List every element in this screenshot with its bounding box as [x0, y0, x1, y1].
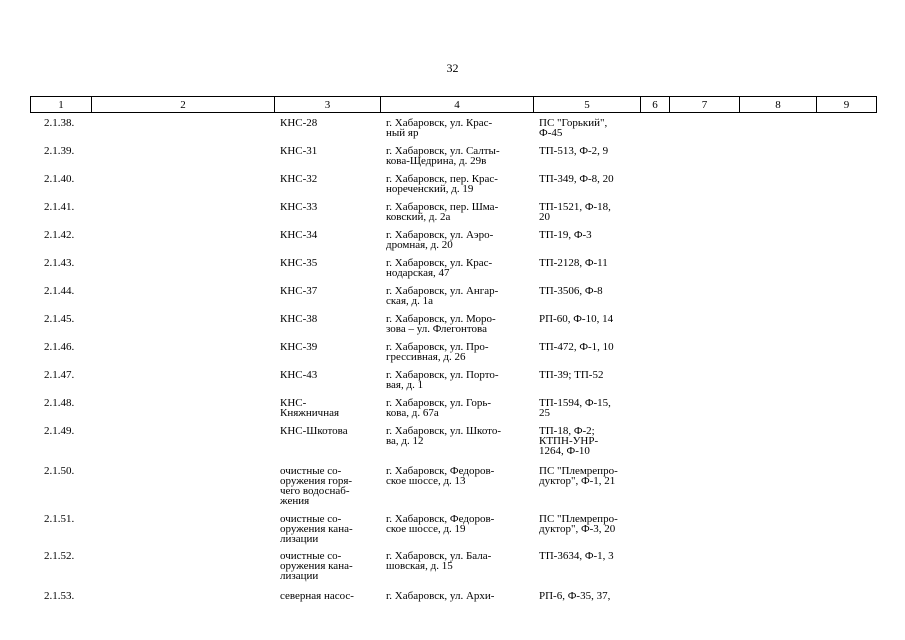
table-row [30, 370, 876, 398]
object-name [280, 466, 378, 506]
row-number: 2.1.41. [44, 201, 75, 213]
table-row [30, 174, 876, 202]
object-address-line: нореченский, д. 19 [386, 183, 474, 195]
power-source [539, 202, 649, 222]
object-name [280, 426, 378, 436]
object-name-line: КНС-32 [280, 173, 318, 185]
table-row [30, 398, 876, 426]
power-source-line: ТП-3634, Ф-1, 3 [539, 550, 614, 562]
object-name-line: оружения кана- [280, 523, 353, 535]
power-source [539, 551, 649, 561]
row-number: 2.1.46. [44, 341, 75, 353]
object-address-line: г. Хабаровск, ул. Архи- [386, 590, 495, 602]
object-name-line: КНС-33 [280, 201, 318, 213]
power-source [539, 258, 649, 268]
object-address-line: г. Хабаровск, ул. Крас- [386, 117, 493, 129]
table-row [30, 230, 876, 258]
header-col-5: 5 [534, 97, 641, 113]
header-col-4: 4 [381, 97, 534, 113]
power-source-line: ТП-513, Ф-2, 9 [539, 145, 609, 157]
object-address-line: ское шоссе, д. 13 [386, 475, 466, 487]
object-address [386, 426, 526, 446]
object-name [280, 398, 378, 418]
power-source-line: РП-60, Ф-10, 14 [539, 313, 614, 325]
object-name [280, 118, 378, 128]
object-address [386, 591, 526, 601]
object-name [280, 551, 378, 581]
object-name-line: оружения кана- [280, 560, 353, 572]
header-col-1: 1 [31, 97, 92, 113]
object-address-line: г. Хабаровск, ул. Ангар- [386, 285, 499, 297]
power-source [539, 314, 649, 324]
object-name-line: Княжничная [280, 407, 340, 419]
power-source [539, 514, 649, 534]
object-name-line: оружения горя- [280, 475, 353, 487]
object-name [280, 314, 378, 324]
object-address [386, 146, 526, 166]
object-name [280, 230, 378, 240]
object-address [386, 230, 526, 250]
object-address-line: шовская, д. 15 [386, 560, 453, 572]
object-name [280, 202, 378, 212]
header-col-8: 8 [740, 97, 817, 113]
table-row [30, 258, 876, 286]
object-address-line: г. Хабаровск, ул. Порто- [386, 369, 499, 381]
power-source-line: 20 [539, 211, 550, 223]
object-address [386, 118, 526, 138]
table-row [30, 551, 876, 591]
object-address [386, 342, 526, 362]
object-address-line: г. Хабаровск, ул. Салты- [386, 145, 500, 157]
row-number: 2.1.49. [44, 425, 75, 437]
object-name-line: КНС-34 [280, 229, 318, 241]
object-address [386, 286, 526, 306]
object-name-line: КНС-31 [280, 145, 318, 157]
power-source-line: ТП-18, Ф-2; [539, 425, 595, 437]
object-address [386, 370, 526, 390]
table-row [30, 591, 876, 611]
header-col-2: 2 [92, 97, 275, 113]
object-address [386, 398, 526, 418]
column-number-header [30, 96, 877, 113]
table-row [30, 146, 876, 174]
power-source-line: ТП-19, Ф-3 [539, 229, 592, 241]
object-address-line: г. Хабаровск, Федоров- [386, 465, 495, 477]
object-name-line: КНС-37 [280, 285, 318, 297]
table-row [30, 202, 876, 230]
header-col-6: 6 [641, 97, 670, 113]
object-address-line: г. Хабаровск, ул. Горь- [386, 397, 492, 409]
object-name [280, 514, 378, 544]
power-source-line: ПС "Племрепро- [539, 513, 618, 525]
power-source-line: ПС "Горький", [539, 117, 608, 129]
object-name-line: КНС-43 [280, 369, 318, 381]
object-address-line: дромная, д. 20 [386, 239, 453, 251]
object-address-line: ный яр [386, 127, 419, 139]
object-address-line: ская, д. 1а [386, 295, 433, 307]
power-source [539, 370, 649, 380]
object-name-line: очистные со- [280, 550, 342, 562]
power-source [539, 466, 649, 486]
table-body [30, 118, 876, 611]
power-source-line: 1264, Ф-10 [539, 445, 590, 457]
table-row [30, 426, 876, 466]
object-name-line: лизации [280, 570, 319, 582]
object-address [386, 551, 526, 571]
power-source-line: ТП-1521, Ф-18, [539, 201, 611, 213]
object-name-line: КНС-28 [280, 117, 318, 129]
row-number: 2.1.45. [44, 313, 75, 325]
table-row [30, 514, 876, 551]
object-address [386, 314, 526, 334]
power-source-line: РП-6, Ф-35, 37, [539, 590, 611, 602]
row-number: 2.1.48. [44, 397, 75, 409]
object-name-line: КНС-35 [280, 257, 318, 269]
power-source-line: ТП-3506, Ф-8 [539, 285, 603, 297]
power-source-line: ПС "Племрепро- [539, 465, 618, 477]
object-address-line: кова-Щедрина, д. 29в [386, 155, 487, 167]
object-address-line: г. Хабаровск, ул. Бала- [386, 550, 492, 562]
row-number: 2.1.40. [44, 173, 75, 185]
object-address [386, 514, 526, 534]
row-number: 2.1.44. [44, 285, 75, 297]
object-address-line: ва, д. 12 [386, 435, 424, 447]
power-source [539, 286, 649, 296]
power-source-line: КТПН-УНР- [539, 435, 599, 447]
object-name-line: северная насос- [280, 590, 354, 602]
power-source [539, 342, 649, 352]
object-name [280, 286, 378, 296]
object-address-line: зова – ул. Флегонтова [386, 323, 487, 335]
row-number: 2.1.39. [44, 145, 75, 157]
object-name-line: очистные со- [280, 513, 342, 525]
object-address-line: кова, д. 67а [386, 407, 439, 419]
object-name-line: КНС- [280, 397, 307, 409]
object-address-line: ское шоссе, д. 19 [386, 523, 466, 535]
object-address [386, 466, 526, 486]
table-row [30, 466, 876, 514]
object-address-line: г. Хабаровск, Федоров- [386, 513, 495, 525]
row-number: 2.1.47. [44, 369, 75, 381]
table-row [30, 118, 876, 146]
object-name-line: лизации [280, 533, 319, 545]
header-col-7: 7 [670, 97, 740, 113]
object-address [386, 174, 526, 194]
object-address-line: нодарская, 47 [386, 267, 450, 279]
object-name-line: чего водоснаб- [280, 485, 350, 497]
object-name [280, 342, 378, 352]
power-source-line: ТП-39; ТП-52 [539, 369, 604, 381]
object-address-line: г. Хабаровск, ул. Про- [386, 341, 489, 353]
object-address-line: г. Хабаровск, ул. Аэро- [386, 229, 494, 241]
power-source-line: ТП-472, Ф-1, 10 [539, 341, 614, 353]
row-number: 2.1.52. [44, 550, 75, 562]
row-number: 2.1.53. [44, 590, 75, 602]
header-col-3: 3 [275, 97, 381, 113]
power-source [539, 146, 649, 156]
object-address [386, 202, 526, 222]
object-name [280, 258, 378, 268]
power-source-line: ТП-349, Ф-8, 20 [539, 173, 614, 185]
power-source [539, 118, 649, 138]
object-name-line: жения [280, 495, 310, 507]
power-source-line: Ф-45 [539, 127, 563, 139]
object-address-line: ковский, д. 2а [386, 211, 451, 223]
table-row [30, 286, 876, 314]
row-number: 2.1.42. [44, 229, 75, 241]
object-address-line: вая, д. 1 [386, 379, 424, 391]
table-row [30, 314, 876, 342]
object-name-line: КНС-39 [280, 341, 318, 353]
object-name-line: очистные со- [280, 465, 342, 477]
table-row [30, 342, 876, 370]
row-number: 2.1.51. [44, 513, 75, 525]
object-address-line: г. Хабаровск, пер. Крас- [386, 173, 498, 185]
object-name-line: КНС-38 [280, 313, 318, 325]
object-address-line: г. Хабаровск, ул. Крас- [386, 257, 493, 269]
power-source [539, 230, 649, 240]
power-source-line: 25 [539, 407, 550, 419]
power-source-line: ТП-2128, Ф-11 [539, 257, 608, 269]
power-source-line: дуктор", Ф-1, 21 [539, 475, 616, 487]
object-address [386, 258, 526, 278]
page-number: 32 [446, 61, 459, 75]
object-name [280, 146, 378, 156]
row-number: 2.1.43. [44, 257, 75, 269]
power-source [539, 591, 649, 601]
row-number: 2.1.38. [44, 117, 75, 129]
power-source [539, 426, 649, 456]
object-address-line: г. Хабаровск, ул. Моро- [386, 313, 496, 325]
power-source [539, 174, 649, 184]
header-col-9: 9 [817, 97, 877, 113]
object-name [280, 174, 378, 184]
row-number: 2.1.50. [44, 465, 75, 477]
object-name [280, 591, 378, 601]
object-name [280, 370, 378, 380]
object-address-line: г. Хабаровск, пер. Шма- [386, 201, 499, 213]
object-address-line: г. Хабаровск, ул. Шкото- [386, 425, 502, 437]
object-name-line: КНС-Шкотова [280, 425, 348, 437]
power-source-line: ТП-1594, Ф-15, [539, 397, 611, 409]
power-source-line: дуктор", Ф-3, 20 [539, 523, 616, 535]
power-source [539, 398, 649, 418]
object-address-line: грессивная, д. 26 [386, 351, 466, 363]
